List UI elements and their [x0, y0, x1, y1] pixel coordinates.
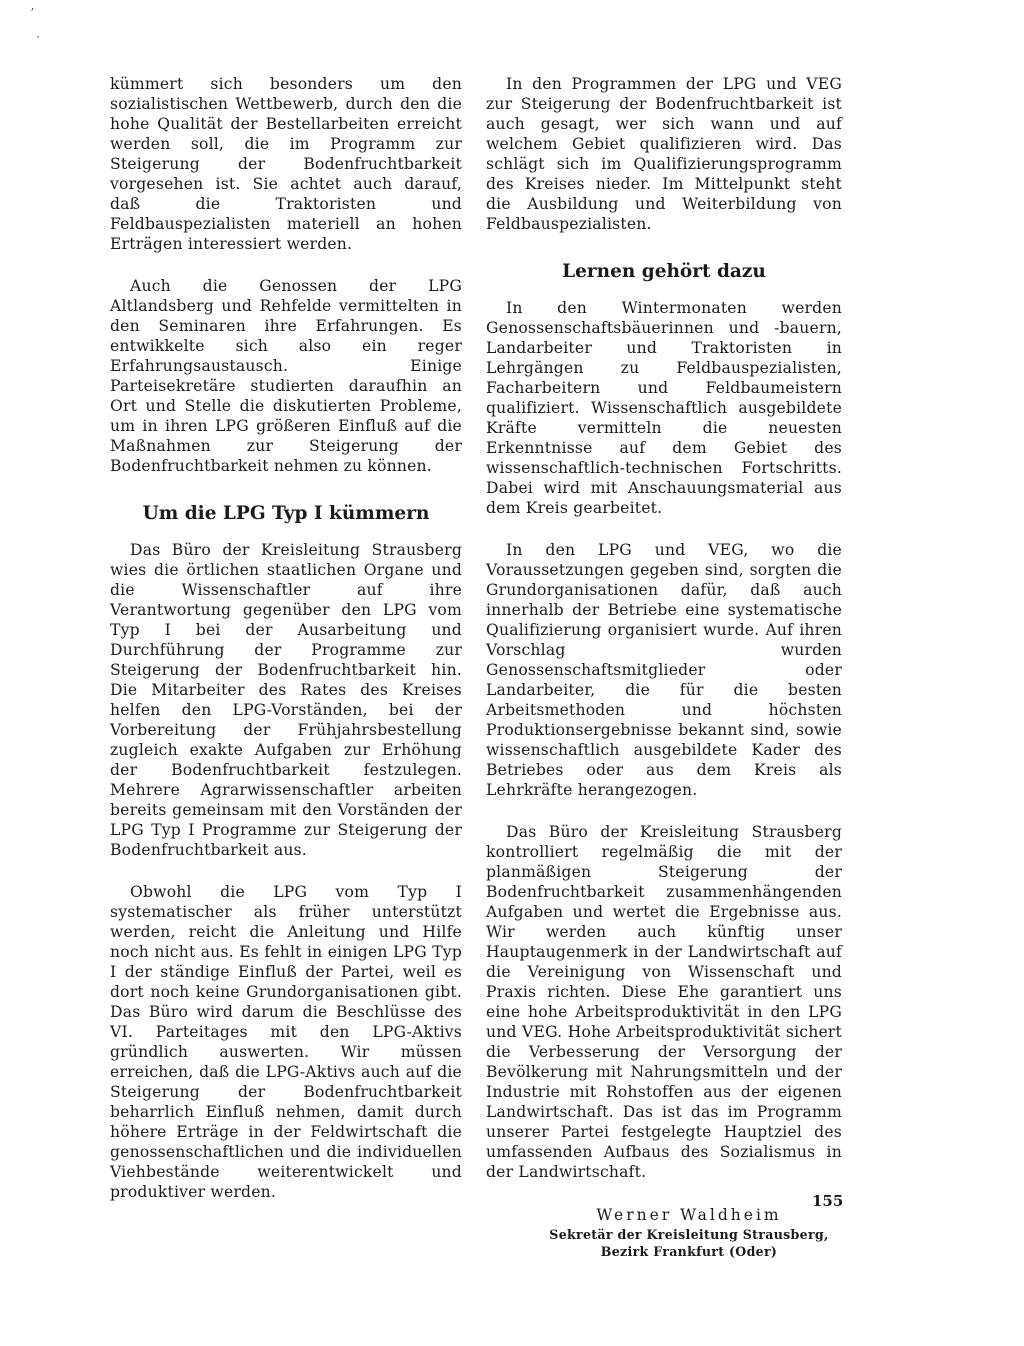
left-column	[110, 74, 462, 1224]
left-paragraph-4: Obwohl die LPG vom Typ I systematischer als früher unterstützt werden, reicht die Anleitung und Hilfe noch nicht aus. Es fehlt in einigen LPG Typ I der ständige Einfluß der Partei, weil es dort noch keine Grundorganisationen gibt. Das Büro wird darum die Beschlüsse des VI. Parteitages mit den LPG-Aktivs gründlich auswerten. Wir müssen erreichen, daß die LPG-Aktivs auch auf die Steigerung der Bodenfruchtbarkeit beharrlich Einfluß nehmen, damit durch höhere Erträge in der Feldwirtschaft die genossenschaftlichen und die individuellen Viehbestände weiterentwickelt und produktiver werden.	[110, 883, 462, 1201]
author-name: Werner Waldheim	[596, 1206, 782, 1224]
page-number: 155	[812, 1192, 844, 1210]
right-paragraph-1: In den Programmen der LPG und VEG zur Steigerung der Bodenfruchtbarkeit ist auch gesagt, wer sich wann und auf welchem Gebiet qualifizieren wird. Das schlägt sich im Qualifizierungsprogramm des Kreises nieder. Im Mittelpunkt steht die Ausbildung und Weiterbildung von Feldbauspezialisten.	[486, 75, 842, 233]
left-paragraph-2: Auch die Genossen der LPG Altlandsberg und Rehfelde vermittelten in den Seminaren ihre Erfahrungen. Es entwikkelte sich also ein reger Erfahrungsaustausch. Einige Parteisekretäre studierten daraufhin an Ort und Stelle die diskutierten Probleme, um in ihren LPG größeren Einfluß auf die Maßnahmen zur Steigerung der Bodenfruchtbarkeit nehmen zu können.	[110, 277, 462, 475]
scan-mark: ʼ	[30, 6, 34, 20]
right-column	[486, 74, 842, 1260]
author-district: Bezirk Frankfurt (Oder)	[600, 1244, 778, 1259]
signature-block	[536, 1204, 842, 1260]
left-paragraph-3: Das Büro der Kreisleitung Strausberg wies die örtlichen staatlichen Organe und die Wissenschaftler auf ihre Verantwortung gegenüber den LPG vom Typ I bei der Ausarbeitung und Durchführung der Programme zur Steigerung der Bodenfruchtbarkeit hin. Die Mitarbeiter des Rates des Kreises helfen den LPG-Vorständen, bei der Vorbereitung der Frühjahrsbestellung zugleich exakte Aufgaben zur Erhöhung der Bodenfruchtbarkeit festzulegen. Mehrere Agrarwissenschaftler arbeiten bereits gemeinsam mit den Vorständen der LPG Typ I Programme zur Steigerung der Bodenfruchtbarkeit aus.	[110, 541, 462, 859]
right-paragraph-4: Das Büro der Kreisleitung Strausberg kontrolliert regelmäßig die mit der planmäßigen Steigerung der Bodenfruchtbarkeit zusammenhängenden Aufgaben und wertet die Ergebnisse aus. Wir werden auch künftig unser Hauptaugenmerk in der Landwirtschaft auf die Vereinigung von Wissenschaft und Praxis richten. Diese Ehe garantiert uns eine hohe Arbeitsproduktivität in den LPG und VEG. Hohe Arbeitsproduktivität sichert die Verbesserung der Versorgung der Bevölkerung mit Nahrungsmitteln und der Industrie mit Rohstoffen aus der eigenen Landwirtschaft. Das ist das im Programm unserer Partei festgelegte Hauptziel des umfassenden Aufbaus des Sozialismus in der Landwirtschaft.	[486, 823, 842, 1181]
left-paragraph-1: kümmert sich besonders um den sozialistischen Wettbewerb, durch den die hohe Qualität der Bestellarbeiten erreicht werden soll, die im Programm zur Steigerung der Bodenfruchtbarkeit vorgesehen ist. Sie achtet auch darauf, daß die Traktoristen und Feldbauspezialisten materiell an hohen Erträgen interessiert werden.	[110, 75, 462, 253]
author-title: Sekretär der Kreisleitung Strausberg,	[549, 1227, 829, 1242]
section-heading-lpg-typ-1: Um die LPG Typ I kümmern	[142, 503, 430, 524]
right-paragraph-3: In den LPG und VEG, wo die Voraussetzungen gegeben sind, sorgten die Grundorganisationen dafür, daß auch innerhalb der Betriebe eine systematische Qualifizierung organisiert wurde. Auf ihren Vorschlag wurden Genossenschaftsmitglieder oder Landarbeiter, die für die besten Arbeitsmethoden und höchsten Produktionsergebnisse bekannt sind, sowie wissenschaftlich ausgebildete Kader des Betriebes oder aus dem Kreis als Lehrkräfte herangezogen.	[486, 541, 842, 799]
section-heading-lernen: Lernen gehört dazu	[562, 261, 766, 282]
scan-mark: ·	[36, 30, 40, 44]
right-paragraph-2: In den Wintermonaten werden Genossenschaftsbäuerinnen und -bauern, Landarbeiter und Traktoristen in Lehrgängen zu Feldbauspezialisten, Facharbeitern und Feldbaumeistern qualifiziert. Wissenschaftlich ausgebildete Kräfte vermitteln die neuesten Erkenntnisse auf dem Gebiet des wissenschaftlich-technischen Fortschritts. Dabei wird mit Anschauungsmaterial aus dem Kreis gearbeitet.	[486, 299, 842, 517]
